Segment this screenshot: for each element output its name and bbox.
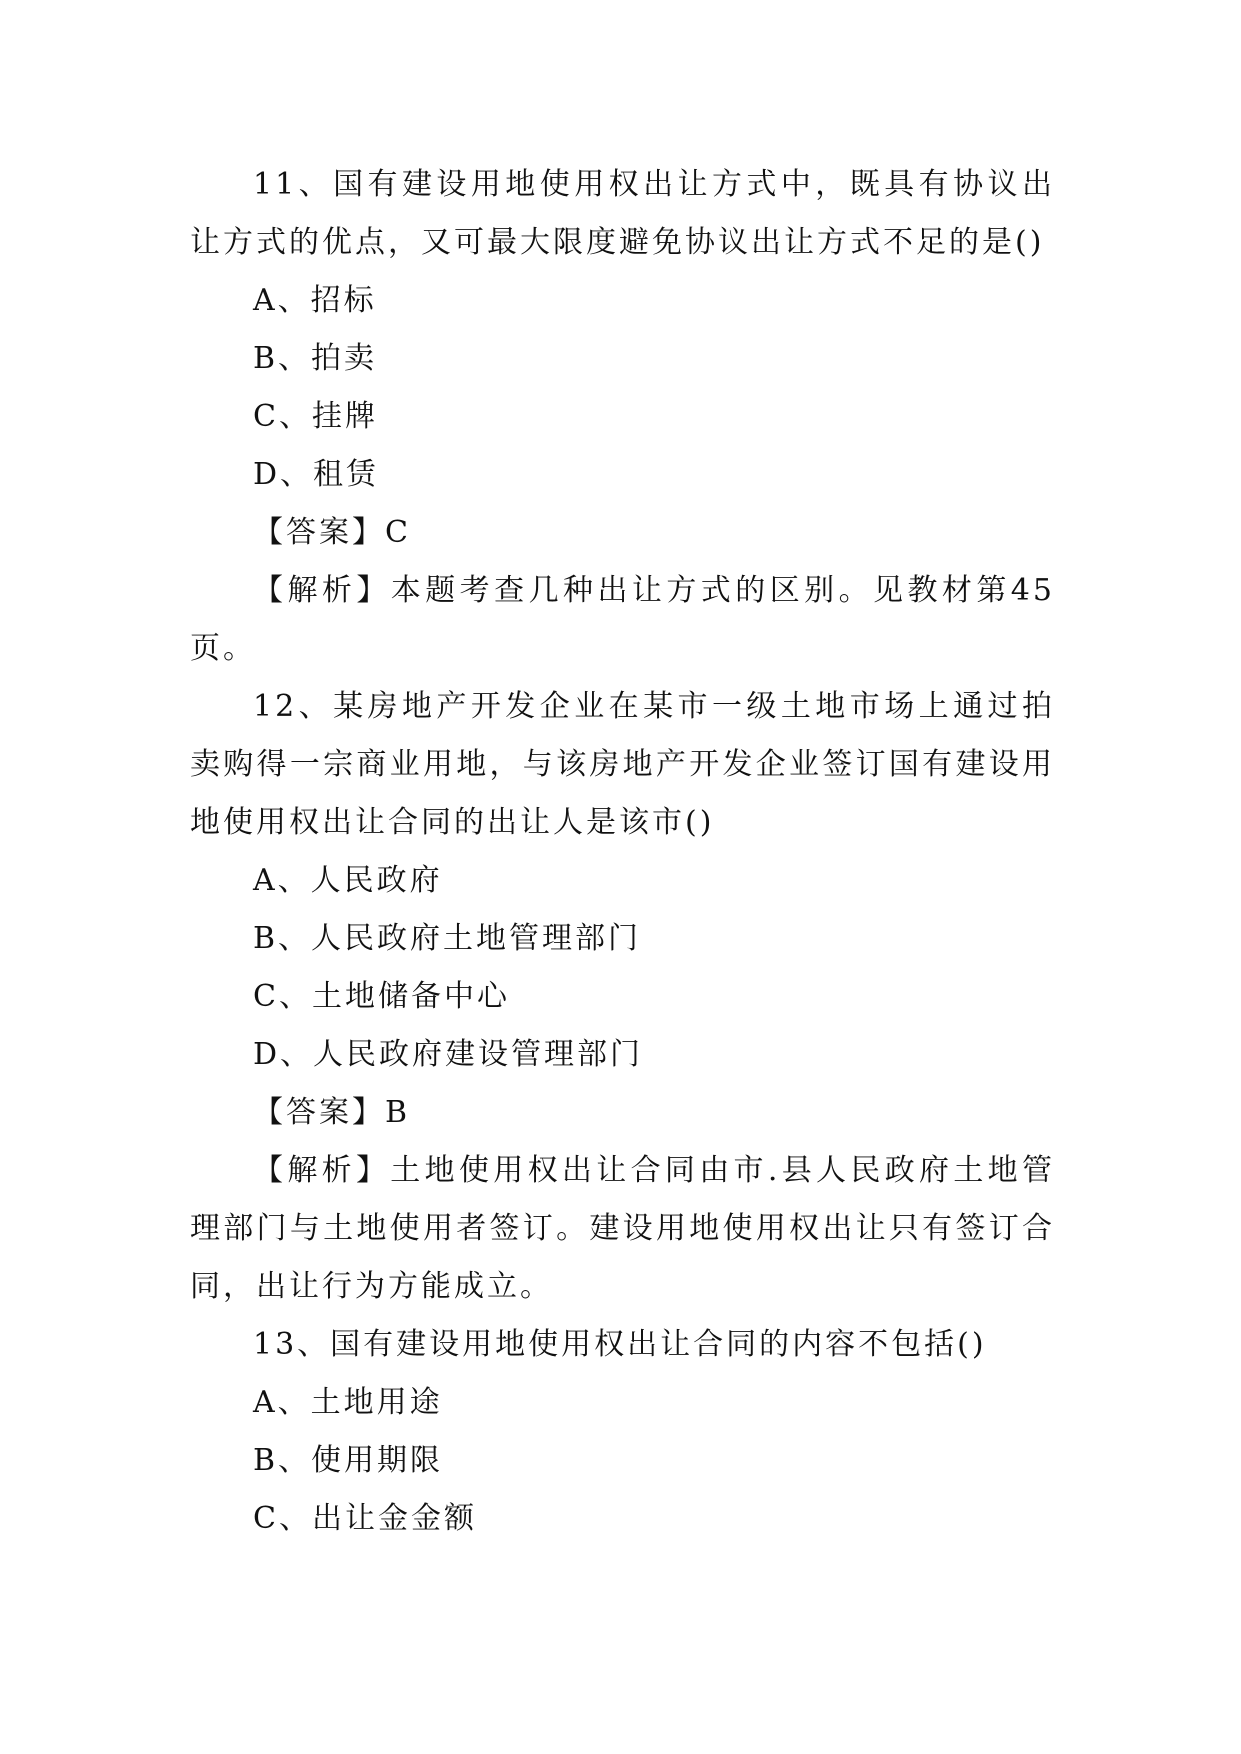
question-12-option-d: D、人民政府建设管理部门: [253, 1037, 644, 1072]
question-11-option-a: A、招标: [253, 283, 377, 318]
question-12-option-a: A、人民政府: [253, 863, 443, 898]
question-12-answer: 【答案】B: [253, 1095, 411, 1130]
question-13-stem: 13、国有建设用地使用权出让合同的内容不包括(): [253, 1327, 987, 1362]
question-11-analysis: 【解析】本题考查几种出让方式的区别。见教材第45页。: [190, 573, 1055, 666]
question-11-answer: 【答案】C: [253, 515, 411, 550]
question-11-option-c: C、挂牌: [253, 399, 378, 434]
question-11-option-b: B、拍卖: [253, 341, 378, 376]
question-12-analysis: 【解析】土地使用权出让合同由市.县人民政府土地管理部门与土地使用者签订。建设用地使用权出让只有签订合同，出让行为方能成立。: [190, 1153, 1055, 1304]
question-13-option-a: A、土地用途: [253, 1385, 443, 1420]
question-12-option-b: B、人民政府土地管理部门: [253, 921, 642, 956]
page-content: [190, 156, 1055, 1548]
question-13-option-c: C、出让金金额: [253, 1501, 477, 1536]
question-12-stem: 12、某房地产开发企业在某市一级土地市场上通过拍卖购得一宗商业用地，与该房地产开发企业签订国有建设用地使用权出让合同的出让人是该市(): [190, 689, 1055, 840]
question-11-option-d: D、租赁: [253, 457, 380, 492]
question-12-option-c: C、土地储备中心: [253, 979, 510, 1014]
question-11-stem: 11、国有建设用地使用权出让方式中，既具有协议出让方式的优点，又可最大限度避免协议出让方式不足的是(): [190, 167, 1055, 260]
question-13-option-b: B、使用期限: [253, 1443, 444, 1478]
